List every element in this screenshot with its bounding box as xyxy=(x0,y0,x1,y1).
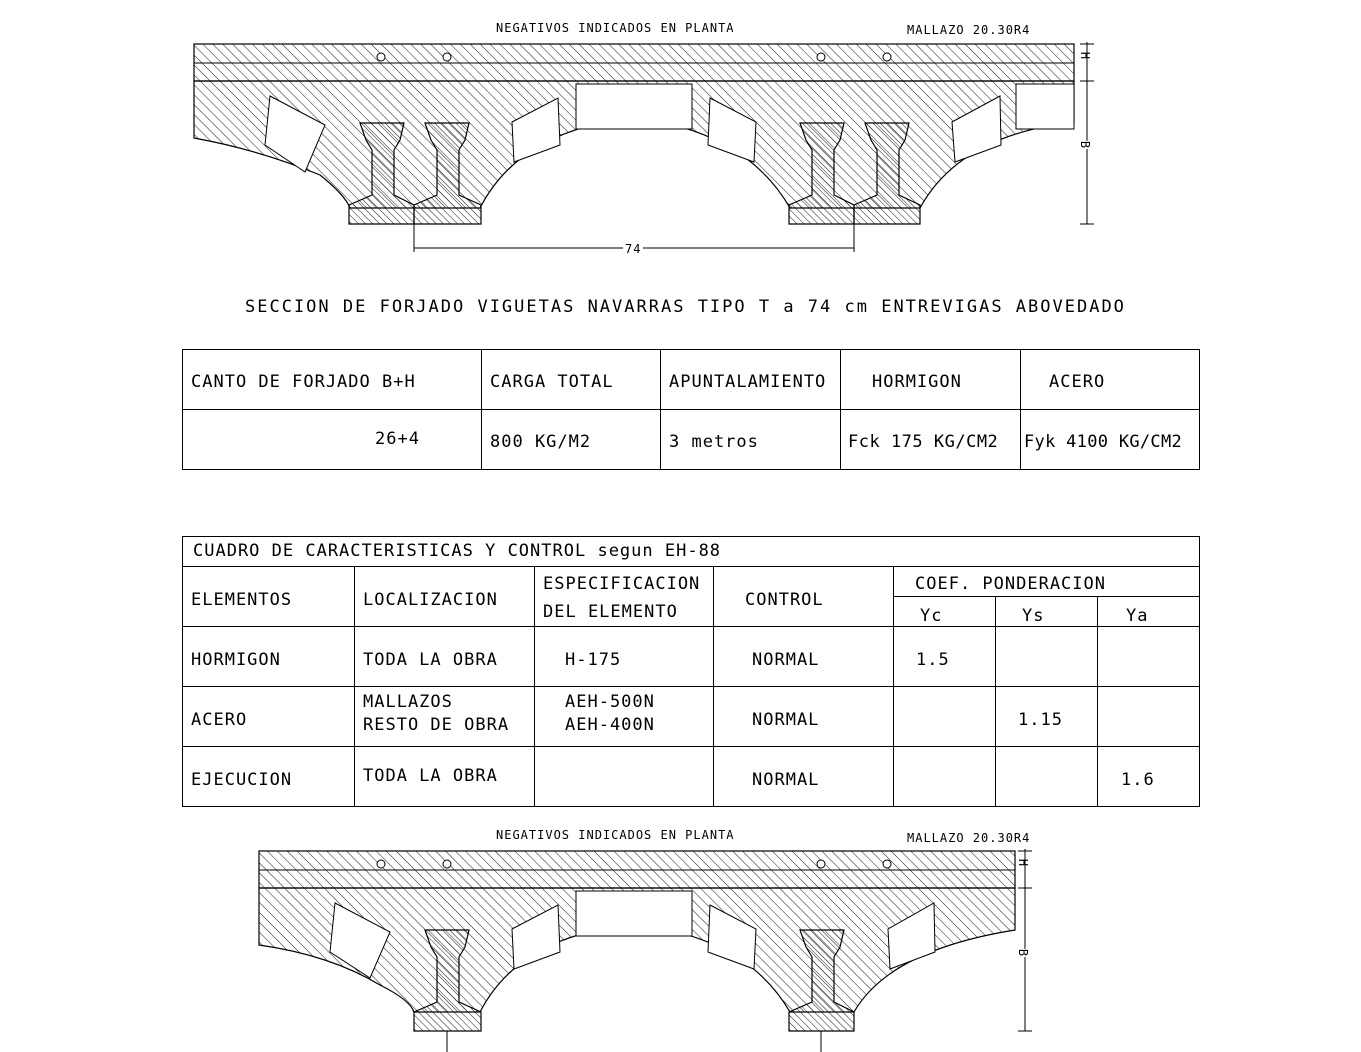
t1-header-hormigon: HORMIGON xyxy=(872,372,962,392)
t2-row2-localizacion-2: RESTO DE OBRA xyxy=(363,715,510,735)
rebar xyxy=(377,860,385,868)
mesh-note-top: MALLAZO 20.30R4 xyxy=(907,23,1031,37)
rebar xyxy=(443,53,451,61)
t1-value-hormigon: Fck 175 KG/CM2 xyxy=(848,432,999,452)
block-void xyxy=(1016,84,1074,129)
t2-title: CUADRO DE CARACTERISTICAS Y CONTROL segun EH-88 xyxy=(193,541,722,561)
slab-section-bottom xyxy=(259,849,1032,1052)
t2-row2-elemento: ACERO xyxy=(191,710,248,730)
dimension-label-74: 74 xyxy=(625,242,642,256)
t1-value-carga: 800 KG/M2 xyxy=(490,432,592,452)
t2-row1-especificacion: H-175 xyxy=(565,650,622,670)
rebar xyxy=(443,860,451,868)
rebar xyxy=(883,860,891,868)
t2-row2-especificacion-1: AEH-500N xyxy=(565,692,655,712)
block-void xyxy=(576,84,692,129)
t2-header-ya: Ya xyxy=(1126,606,1149,626)
t1-header-canto: CANTO DE FORJADO B+H xyxy=(191,372,416,392)
slab-section-top xyxy=(194,42,1094,252)
t2-header-del-elemento: DEL ELEMENTO xyxy=(543,602,678,622)
t1-header-carga: CARGA TOTAL xyxy=(490,372,614,392)
t1-header-apuntalamiento: APUNTALAMIENTO xyxy=(669,372,827,392)
dimension-label-h: H xyxy=(1078,51,1093,61)
rebar xyxy=(817,860,825,868)
t2-header-yc: Yc xyxy=(920,606,943,626)
t2-row1-yc: 1.5 xyxy=(916,650,950,670)
t2-header-control: CONTROL xyxy=(745,590,824,610)
mesh-note-bottom: MALLAZO 20.30R4 xyxy=(907,831,1031,845)
t2-row3-localizacion: TODA LA OBRA xyxy=(363,766,498,786)
negatives-note-bottom: NEGATIVOS INDICADOS EN PLANTA xyxy=(496,828,735,842)
t2-row3-ya: 1.6 xyxy=(1121,770,1155,790)
section-title: SECCION DE FORJADO VIGUETAS NAVARRAS TIPO T a 74 cm ENTREVIGAS ABOVEDADO xyxy=(245,297,1126,317)
t2-row2-localizacion-1: MALLAZOS xyxy=(363,692,453,712)
t2-header-coef: COEF. PONDERACION xyxy=(915,574,1106,594)
t1-value-acero: Fyk 4100 KG/CM2 xyxy=(1024,432,1183,452)
t2-row1-elemento: HORMIGON xyxy=(191,650,281,670)
t2-row2-control: NORMAL xyxy=(752,710,820,730)
t1-header-acero: ACERO xyxy=(1049,372,1106,392)
negatives-note-top: NEGATIVOS INDICADOS EN PLANTA xyxy=(496,21,735,35)
t2-row3-control: NORMAL xyxy=(752,770,820,790)
dimension-label-b-bottom: B xyxy=(1016,948,1031,958)
t2-header-elementos: ELEMENTOS xyxy=(191,590,293,610)
t2-header-ys: Ys xyxy=(1022,606,1045,626)
t1-value-apuntalamiento: 3 metros xyxy=(669,432,759,452)
dimension-label-h-bottom: H xyxy=(1016,858,1031,868)
rebar xyxy=(817,53,825,61)
rebar xyxy=(883,53,891,61)
t2-row2-ys: 1.15 xyxy=(1018,710,1063,730)
t2-header-especificacion: ESPECIFICACION xyxy=(543,574,701,594)
dimension-label-b: B xyxy=(1078,140,1093,150)
t2-row2-especificacion-2: AEH-400N xyxy=(565,715,655,735)
t2-row1-localizacion: TODA LA OBRA xyxy=(363,650,498,670)
t1-value-canto: 26+4 xyxy=(375,429,420,449)
rebar xyxy=(377,53,385,61)
t2-header-localizacion: LOCALIZACION xyxy=(363,590,498,610)
t2-row3-elemento: EJECUCION xyxy=(191,770,293,790)
t2-row1-control: NORMAL xyxy=(752,650,820,670)
block-void xyxy=(576,891,692,936)
